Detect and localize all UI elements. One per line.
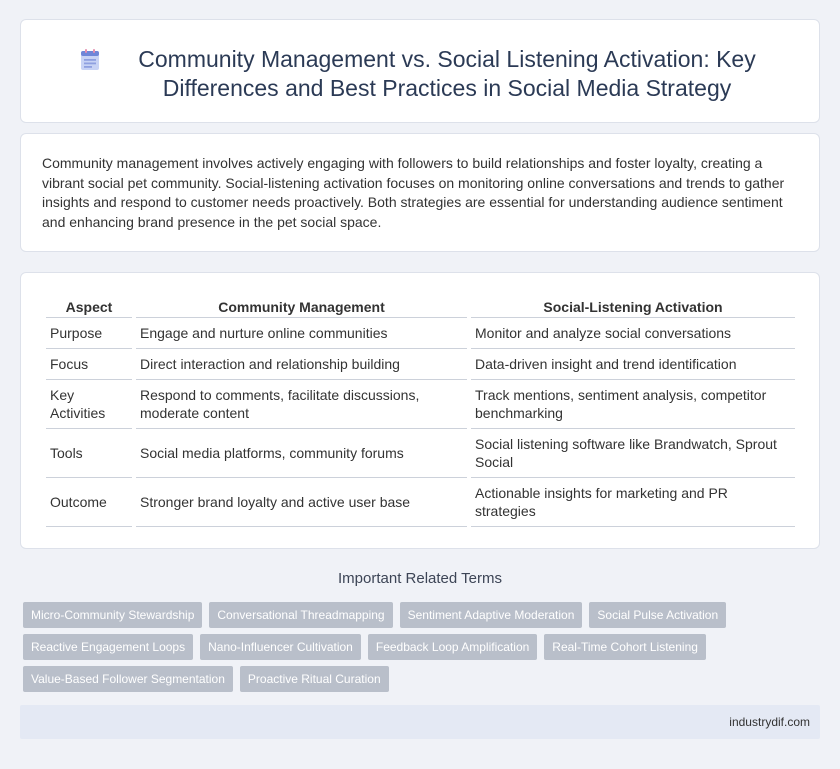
table-cell: Actionable insights for marketing and PR strategies (471, 478, 795, 527)
related-term-tag[interactable]: Value-Based Follower Segmentation (23, 666, 233, 692)
table-cell: Social media platforms, community forums (136, 429, 467, 478)
title-card (20, 19, 820, 123)
table-cell: Purpose (46, 318, 132, 349)
table-row (46, 429, 795, 478)
header-aspect: Aspect (46, 295, 132, 318)
related-term-tag[interactable]: Real-Time Cohort Listening (544, 634, 706, 660)
table-cell: Focus (46, 349, 132, 380)
related-term-tag[interactable]: Micro-Community Stewardship (23, 602, 202, 628)
related-terms-list (23, 602, 813, 692)
related-term-tag[interactable]: Nano-Influencer Cultivation (200, 634, 361, 660)
comparison-card (20, 272, 820, 549)
table-cell: Social listening software like Brandwatch, Sprout Social (471, 429, 795, 478)
table-header-row (46, 295, 795, 318)
table-row (46, 318, 795, 349)
related-term-tag[interactable]: Proactive Ritual Curation (240, 666, 389, 692)
page-title: Community Management vs. Social Listening Activation: Key Differences and Best Practices in Social Media Strategy (138, 46, 756, 101)
related-term-tag[interactable]: Reactive Engagement Loops (23, 634, 193, 660)
table-row (46, 478, 795, 527)
table-cell: Key Activities (46, 380, 132, 429)
table-cell: Monitor and analyze social conversations (471, 318, 795, 349)
table-cell: Direct interaction and relationship building (136, 349, 467, 380)
table-row (46, 349, 795, 380)
related-terms-heading: Important Related Terms (338, 570, 502, 587)
table-cell: Engage and nurture online communities (136, 318, 467, 349)
related-term-tag[interactable]: Feedback Loop Amplification (368, 634, 537, 660)
related-term-tag[interactable]: Sentiment Adaptive Moderation (400, 602, 583, 628)
table-row (46, 380, 795, 429)
intro-paragraph: Community management involves actively engaging with followers to build relationships and foster loyalty, creating a vibrant social pet community. Social-listening activation focuses on monitoring online conversations and trends to gather insights and respond to customer needs proactively. Both strategies are essential for understanding audience sentiment and enhancing brand presence in the pet social space. (42, 155, 785, 230)
table-cell: Data-driven insight and trend identification (471, 349, 795, 380)
footer (20, 705, 820, 739)
table-cell: Stronger brand loyalty and active user base (136, 478, 467, 527)
comparison-table (42, 295, 799, 527)
header-community-management: Community Management (136, 295, 467, 318)
related-term-tag[interactable]: Social Pulse Activation (589, 602, 726, 628)
table-cell: Tools (46, 429, 132, 478)
table-cell: Respond to comments, facilitate discussions, moderate content (136, 380, 467, 429)
intro-card (20, 133, 820, 252)
header-social-listening: Social-Listening Activation (471, 295, 795, 318)
footer-site-link[interactable]: industrydif.com (729, 715, 810, 729)
table-cell: Track mentions, sentiment analysis, competitor benchmarking (471, 380, 795, 429)
related-term-tag[interactable]: Conversational Threadmapping (209, 602, 392, 628)
table-cell: Outcome (46, 478, 132, 527)
